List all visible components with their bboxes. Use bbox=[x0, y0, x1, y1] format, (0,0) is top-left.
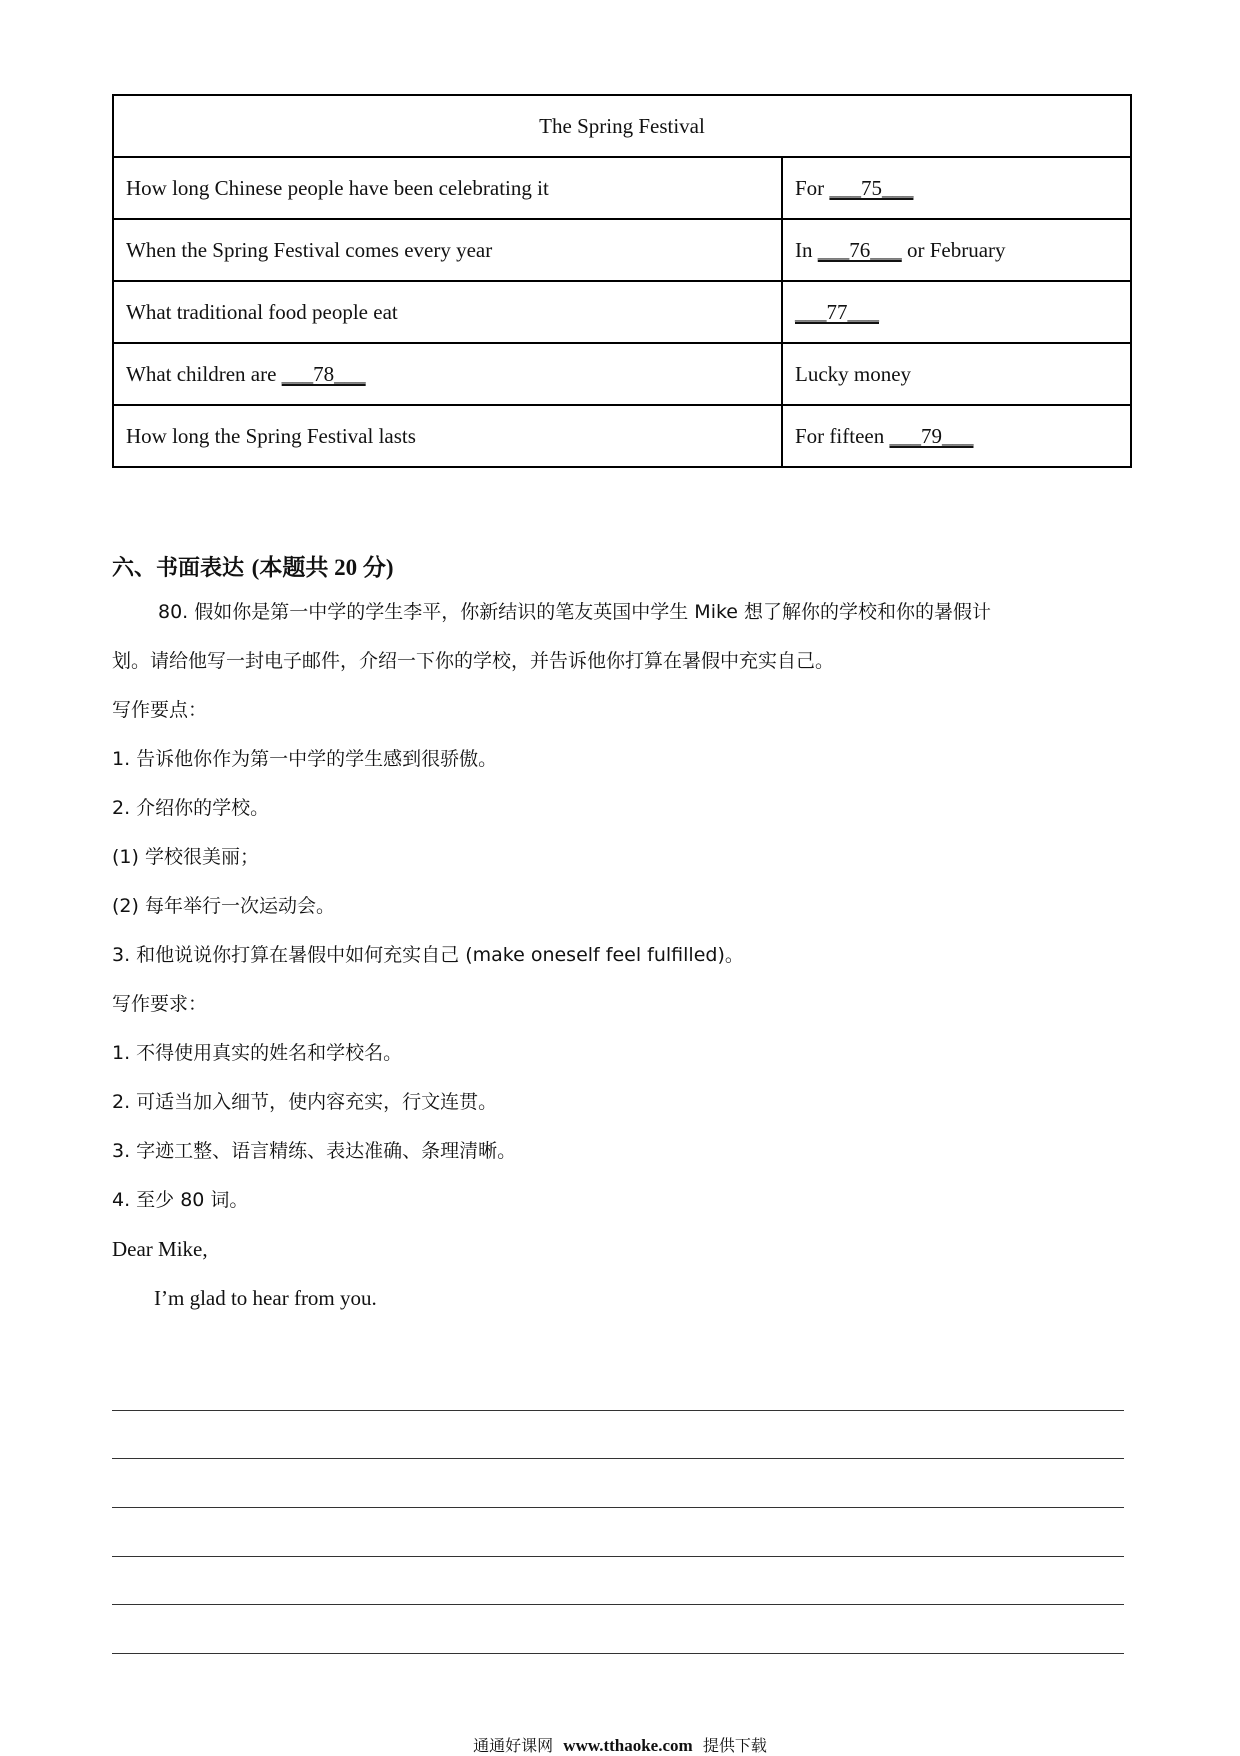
table-answer: In ___76___ or February bbox=[782, 219, 1131, 281]
table-row bbox=[113, 281, 1131, 343]
table-title: The Spring Festival bbox=[113, 95, 1131, 157]
writing-line[interactable] bbox=[112, 1508, 1124, 1557]
list-item: (1) 学校很美丽； bbox=[112, 846, 259, 868]
letter-opening: I’m glad to hear from you. bbox=[154, 1286, 377, 1310]
table-question: When the Spring Festival comes every year bbox=[113, 219, 782, 281]
answer-blank-78: ___78___ bbox=[281, 361, 366, 386]
list-item: 1. 不得使用真实的姓名和学校名。 bbox=[112, 1042, 403, 1064]
writing-line[interactable] bbox=[112, 1362, 1124, 1411]
table-title-row bbox=[113, 95, 1131, 157]
writing-line[interactable] bbox=[112, 1411, 1124, 1460]
answer-blank-76: ___76___ bbox=[817, 237, 902, 262]
list-item: 4. 至少 80 词。 bbox=[112, 1189, 249, 1211]
writing-lines bbox=[112, 1362, 1124, 1654]
list-item: 2. 介绍你的学校。 bbox=[112, 797, 270, 819]
writing-line[interactable] bbox=[112, 1605, 1124, 1654]
table-row bbox=[113, 343, 1131, 405]
footer-site-name: 通通好课网 bbox=[473, 1736, 554, 1755]
list-item: (2) 每年举行一次运动会。 bbox=[112, 895, 335, 917]
letter-salutation: Dear Mike, bbox=[112, 1237, 208, 1261]
answer-blank-79: ___79___ bbox=[889, 423, 974, 448]
spring-festival-table bbox=[112, 94, 1132, 468]
table-question: How long Chinese people have been celebrating it bbox=[113, 157, 782, 219]
section-heading: 六、书面表达 (本题共 20 分) bbox=[112, 555, 394, 581]
answer-blank-75: ___75___ bbox=[829, 175, 914, 200]
answer-blank-77: ___77___ bbox=[795, 299, 879, 324]
table-row bbox=[113, 405, 1131, 467]
prompt-text: 划。请给他写一封电子邮件，介绍一下你的学校，并告诉他你打算在暑假中充实自己。 bbox=[112, 650, 835, 672]
table-answer: For ___75___ bbox=[782, 157, 1131, 219]
requirements-title: 写作要求： bbox=[112, 993, 208, 1015]
footer-url: www.tthaoke.com bbox=[563, 1736, 693, 1755]
table-answer bbox=[782, 281, 1131, 343]
prompt-text: 80. 假如你是第一中学的学生李平，你新结识的笔友英国中学生 Mike 想了解你的学校和你的暑假计 bbox=[158, 601, 992, 623]
section-score: (本题共 20 分) bbox=[251, 555, 394, 580]
table-question: How long the Spring Festival lasts bbox=[113, 405, 782, 467]
table-question: What children are ___78___ bbox=[113, 343, 782, 405]
table-row bbox=[113, 157, 1131, 219]
page-footer bbox=[0, 1733, 1240, 1756]
table-answer: For fifteen ___79___ bbox=[782, 405, 1131, 467]
footer-note: 提供下载 bbox=[702, 1736, 767, 1755]
list-item: 1. 告诉他你作为第一中学的学生感到很骄傲。 bbox=[112, 748, 498, 770]
writing-line[interactable] bbox=[112, 1459, 1124, 1508]
list-item: 2. 可适当加入细节，使内容充实，行文连贯。 bbox=[112, 1091, 498, 1113]
writing-section bbox=[112, 548, 1122, 1323]
points-title: 写作要点： bbox=[112, 699, 208, 721]
table-question: What traditional food people eat bbox=[113, 281, 782, 343]
table-row bbox=[113, 219, 1131, 281]
list-item: 3. 字迹工整、语言精练、表达准确、条理清晰。 bbox=[112, 1140, 517, 1162]
list-item: 3. 和他说说你打算在暑假中如何充实自己 (make oneself feel fulfilled)。 bbox=[112, 944, 744, 966]
table-answer: Lucky money bbox=[782, 343, 1131, 405]
writing-line[interactable] bbox=[112, 1557, 1124, 1606]
